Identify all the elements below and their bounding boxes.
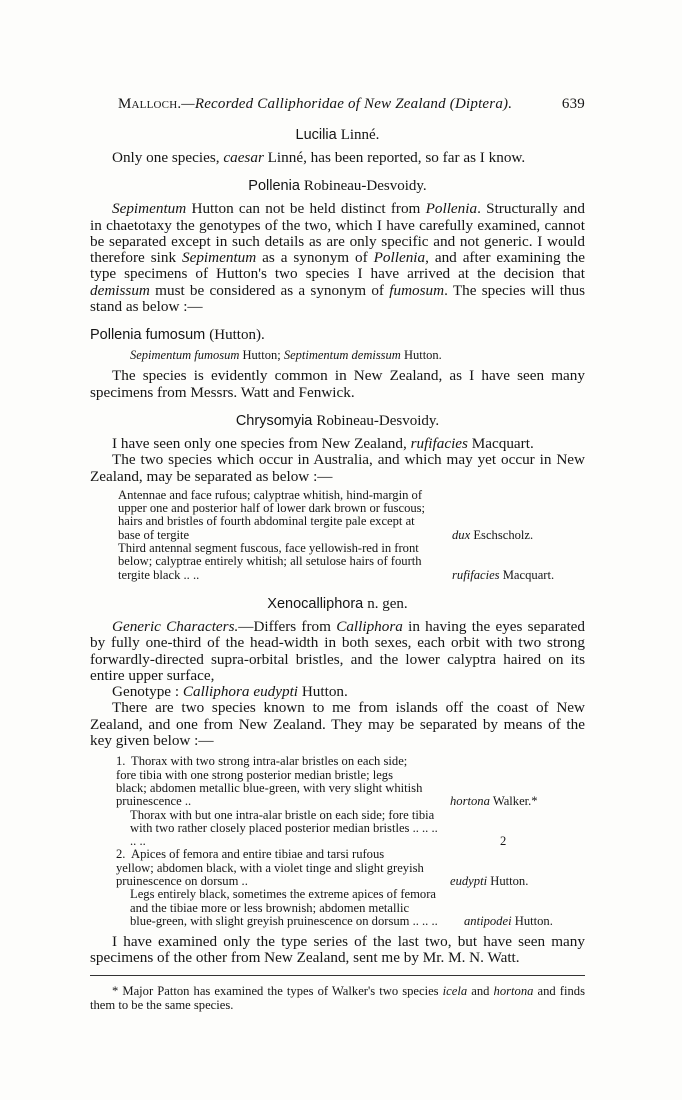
paragraph-generic-characters: Generic Characters.—Differs from Calliphora in having the eyes separated by fully one-third of the head-width in both sexes, each orbit with two strong forwardly-directed supra-orbital bristles, and the lower calyptra haired on its entire upper surface, — [90, 617, 586, 684]
key-text: Legs entirely black, sometimes the extreme apices of femora and the tibiae more or less brownish; abdomen metallic blue-green, with slight greyish pruinescence on dorsum .. .. .. — [130, 887, 438, 928]
heading-lucilia — [90, 127, 585, 144]
running-header — [118, 96, 585, 113]
page — [90, 96, 585, 1012]
genus-authority: Linné. — [340, 127, 380, 143]
heading-pollenia — [90, 178, 585, 195]
paragraph-closing: I have examined only the type series of the last two, but have seen many specimens of the other from New Zealand, sent me by Mr. M. N. Watt. — [90, 933, 585, 967]
key-couplet — [118, 489, 585, 542]
genus-name: Pollenia — [248, 178, 300, 195]
key-text: Thorax with but one intra-alar bristle on each side; fore tibia with two rather closely placed posterior median bristles .. .. .. .. .. — [130, 807, 438, 849]
key-result: dux Eschscholz. — [452, 527, 534, 542]
paragraph-chrysomyia-2: The two species which occur in Australia, and which may yet occur in New Zealand, may be separated as below :— — [90, 451, 585, 485]
paragraph-genotype: Genotype : Calliphora eudypti Hutton. — [112, 683, 348, 701]
key-couplet — [116, 809, 585, 849]
genus-name: Lucilia — [295, 127, 337, 143]
genus-authority: Robineau-Desvoidy. — [303, 178, 427, 195]
key-text: Third antennal segment fuscous, face yellowish-red in front below; calyptrae entirely whitish; all setulose hairs of fourth tergite black .. .. — [118, 541, 422, 582]
key-result: eudypti Hutton. — [450, 873, 529, 888]
synonymy: Sepimentum fumosum Hutton; Septimentum demissum Hutton. — [130, 348, 442, 363]
genus-status: n. gen. — [367, 595, 408, 612]
key-result: antipodei Hutton. — [464, 913, 553, 928]
key-couplet — [118, 542, 585, 582]
paragraph-lucilia: Only one species, caesar Linné, has been reported, so far as I know. — [112, 149, 526, 166]
key-chrysomyia — [118, 489, 585, 582]
key-result: hortona Walker.* — [450, 794, 538, 809]
key-result: 2 — [500, 834, 507, 849]
heading-chrysomyia — [90, 413, 585, 430]
key-couplet — [116, 755, 585, 808]
key-couplet — [116, 888, 585, 928]
key-xenocalliphora — [116, 755, 585, 928]
paragraph-fumosum: The species is evidently common in New Zealand, as I have seen many specimens from Messrs. Watt and Fenwick. — [90, 367, 585, 401]
genus-name: Chrysomyia — [235, 412, 313, 429]
key-text: 2. Apices of femora and entire tibiae and tarsi rufous yellow; abdomen black, with a violet tinge and slight greyish pruinescence on dorsum .. — [116, 847, 424, 888]
genus-name: Xenocalliphora — [267, 595, 364, 612]
page-number: 639 — [561, 96, 585, 112]
footnote: * Major Patton has examined the types of Walker's two species icela and hortona and finds them to be the same species. — [90, 983, 585, 1012]
key-text: Antennae and face rufous; calyptrae whitish, hind-margin of upper one and posterior half of lower dark brown or fuscous; hairs and bristles of fourth abdominal tergite pale except at base of tergite — [118, 487, 426, 542]
species-heading-fumosum: Pollenia fumosum (Hutton). — [90, 327, 265, 344]
key-couplet — [116, 848, 585, 888]
header-author: Malloch. — [118, 96, 182, 112]
key-result: rufifacies Macquart. — [452, 567, 555, 582]
genus-authority: Robineau-Desvoidy. — [316, 412, 440, 429]
footnote-rule — [90, 975, 585, 976]
heading-xenocalliphora — [90, 596, 585, 613]
paragraph-xeno-intro: There are two species known to me from islands off the coast of New Zealand, and one from New Zealand. They may be separated by means of the key given below :— — [90, 699, 585, 750]
paragraph-pollenia: Sepimentum Hutton can not be held distinct from Pollenia. Structurally and in chaetotaxy the genotypes of the two, which I have carefully examined, cannot be separated except in such details as are only specific and not generic. I would therefore sink Sepimentum as a synonym of Pollenia, and after examining the type specimens of Hutton's two species I have arrived at the decision that demissum must be considered as a synonym of fumosum. The species will thus stand as below :— — [90, 200, 586, 316]
key-text: 1. Thorax with two strong intra-alar bristles on each side; fore tibia with one strong posterior median bristle; legs black; abdomen metallic blue-green, with very slight whitish pruinescence .. — [116, 754, 423, 809]
header-title: —Recorded Calliphoridae of New Zealand (Diptera). — [181, 96, 513, 112]
paragraph-chrysomyia-1: I have seen only one species from New Zealand, rufifacies Macquart. — [112, 434, 534, 452]
